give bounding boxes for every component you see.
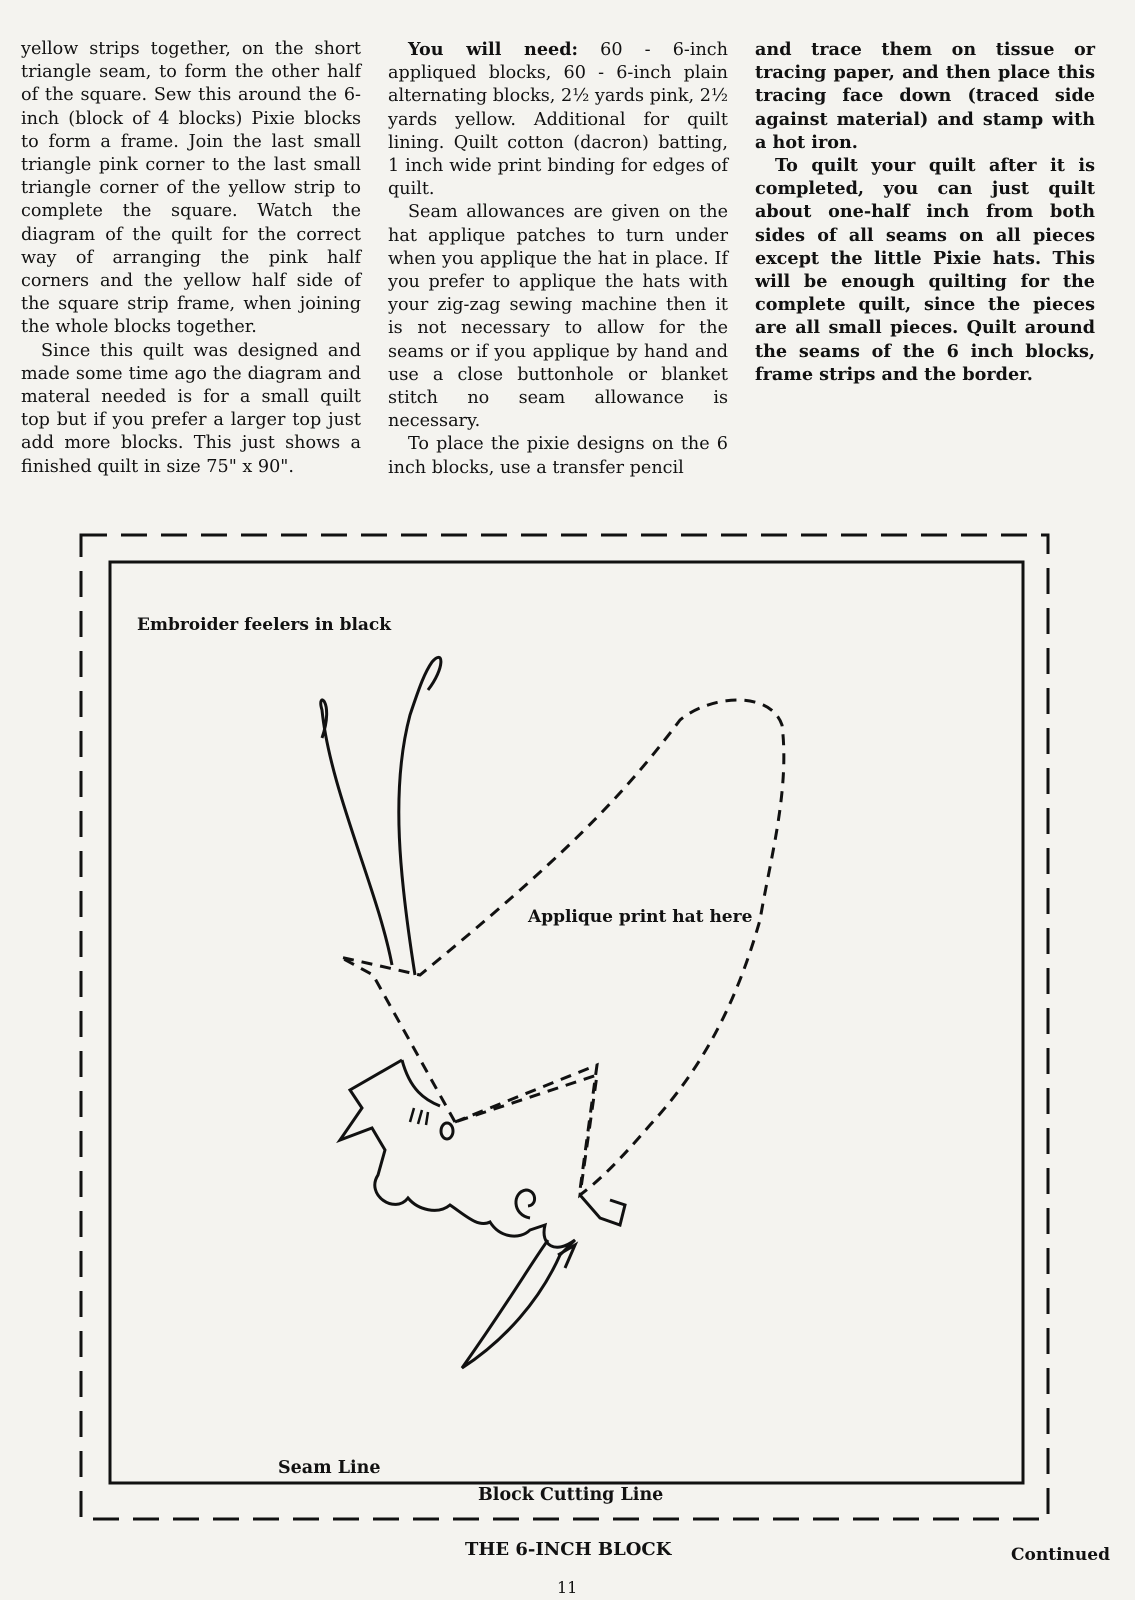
pixie-eyebrow (410, 1108, 428, 1125)
pixie-curl (516, 1190, 535, 1218)
hat-label: Applique print hat here (528, 907, 753, 927)
right-feeler (399, 657, 441, 975)
paragraph: To place the pixie designs on the 6 inch blocks, use a transfer pencil (388, 434, 728, 478)
left-feeler (321, 700, 392, 965)
pixie-eye (441, 1123, 453, 1139)
block-cutting-line (81, 535, 1048, 1519)
continued-note: Continued (1011, 1545, 1110, 1565)
paragraph: Seam allowances are given on the hat applique patches to turn under when you applique the hat in place. If you prefer to applique the hats with your zig-zag sewing machine then it is not necessary to allow for the seams or if you applique by hand and use a close buttonhole or blanket stitch no seam allowance is necessary. (388, 202, 728, 432)
paragraph: and trace them on tissue or tracing paper, and then place this tracing face down (traced side against material) and stamp with a hot iron. (755, 39, 1095, 153)
hat-brim-outline (455, 1065, 597, 1190)
needs-text: 60 - 6-inch appliqued blocks, 60 - 6-inch plain alternating blocks, 2½ yards pink, 2½ yards yellow. Additional for quilt lining. Quilt cotton (dacron) batting, 1 inch wide print binding for edges of quilt. (388, 40, 728, 200)
pixie-collar (580, 1195, 625, 1225)
feelers-label: Embroider feelers in black (137, 615, 392, 635)
paragraph: yellow strips together, on the short triangle seam, to form the other half of the square. Sew this around the 6-inch (block of 4 blocks) Pixie blocks to form a frame. Join the last small triangle pink corner to the last small triangle corner of the yellow strip to complete the square. Watch the diagram of the quilt for the correct way of arranging the pink half corners and the yellow half side of the square strip frame, when joining the whole blocks together. (21, 39, 361, 338)
figure-caption: THE 6-INCH BLOCK (465, 1539, 672, 1560)
pixie-face (340, 1060, 575, 1368)
cutting-line-label: Block Cutting Line (478, 1485, 664, 1505)
hat-outline (340, 700, 784, 1195)
needs-lead: You will need: (408, 39, 579, 60)
page-number: 11 (557, 1578, 578, 1597)
paragraph: To quilt your quilt after it is completed, you can just quilt about one-half inch from both sides of all seams on all pieces except the little Pixie hats. This will be enough quilting for the complete quilt, since the pieces are all small pieces. Quilt around the seams of the 6 inch blocks, frame strips and the border. (755, 155, 1095, 385)
seam-line-label: Seam Line (278, 1458, 381, 1478)
seam-line (110, 562, 1023, 1483)
paragraph: Since this quilt was designed and made some time ago the diagram and materal needed is for a small quilt top but if you prefer a larger top just add more blocks. This just shows a finished quilt in size 75" x 90". (21, 340, 361, 477)
